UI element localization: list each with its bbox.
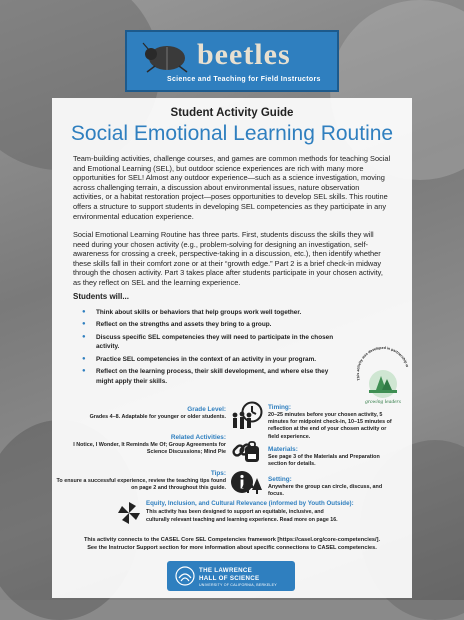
- equity-label: Equity, Inclusion, and Cultural Relevance (informed by Youth Outside):: [146, 500, 354, 507]
- badge-name: growing leaders: [365, 399, 401, 405]
- logo-line-1: THE LAWRENCE: [199, 567, 253, 574]
- materials-label: Materials:: [268, 446, 298, 453]
- tips-text: To ensure a successful experience, review the teaching tips found on page 2 and throughout this guide.: [56, 478, 226, 492]
- equity-text: This activity has been designed to support an equitable, inclusive, and culturally relevant teaching and learning experience. Read more on page 16.: [146, 509, 338, 523]
- intro-paragraph: Team-building activities, challenge courses, and games are common methods for teaching Social and Emotional Learning (SEL), but outdoor science experiences are rich with many more opportunities for SEL! Almost any outdoor experience—such as a science investigation, moving across challenging terrain, a discussion about environmental issues, nature observation activities, or a habitat restoration project—poses opportunities to develop SEL skills. This routine offers a structure to support students in developing SEL competencies as they participate in any environmental education experience.: [73, 154, 391, 221]
- setting-text: Anywhere the group can circle, discuss, and focus.: [268, 484, 383, 498]
- backpack-icon: [240, 440, 264, 464]
- trees-icon: [240, 472, 264, 496]
- list-item: ● Discuss specific SEL competencies they will need to participate in the chosen activity.: [82, 333, 338, 353]
- list-item: ● Think about skills or behaviors that help groups work well together.: [82, 308, 338, 318]
- logo-tagline: Science and Teaching for Field Instructors: [167, 76, 321, 83]
- list-item: ● Practice SEL competencies in the context of an activity in your program.: [82, 355, 338, 365]
- grade-level-text: Grades 4–8. Adaptable for younger or older students.: [89, 414, 226, 420]
- lawrence-hall-icon: [175, 566, 195, 586]
- list-item: ● Reflect on the strengths and assets they bring to a group.: [82, 320, 338, 330]
- logo-line-2: HALL OF SCIENCE: [199, 575, 260, 582]
- page-title: Social Emotional Learning Routine: [70, 122, 394, 145]
- setting-label: Setting:: [268, 476, 292, 483]
- logo-line-3: UNIVERSITY OF CALIFORNIA, BERKELEY: [199, 583, 277, 587]
- equity-pinwheel-icon: [116, 500, 142, 526]
- related-activities-label: Related Activities:: [170, 434, 226, 441]
- casel-note: [0, 536, 464, 552]
- students-will-heading: Students will...: [73, 292, 130, 301]
- tips-label: Tips:: [210, 470, 226, 477]
- beetle-icon: [141, 40, 193, 74]
- beetles-logo: [125, 30, 339, 92]
- related-activities-text: I Notice, I Wonder, It Reminds Me Of; Group Agreements for Science Discussions; Mind Pie: [73, 442, 226, 456]
- materials-text: See page 3 of the Materials and Preparation section for details.: [268, 454, 380, 468]
- logo-wordmark: beetles: [197, 38, 291, 71]
- timing-label: Timing:: [268, 404, 291, 411]
- growing-leaders-badge: [352, 346, 414, 406]
- badge-arc-text: This activity was developed in partnership w: [355, 346, 410, 381]
- grade-level-label: Grade Level:: [187, 406, 226, 413]
- guide-label: Student Activity Guide: [170, 107, 294, 119]
- parts-paragraph: Social Emotional Learning Routine has three parts. First, students discuss the skills they will need during your chosen activity (e.g., problem-solving for designing an investigation, self-awareness for crossing a creek, perspective-taking in a discussion, etc.), then identify whether these skills fall in their comfort zone or at their “growth edge.” Part 2 is a brief check-in midway through the chosen activity. Part 3 takes place after students participate in your chosen activity, as they reflect on SEL and the learning experience.: [73, 230, 383, 287]
- casel-line-2: See the Instructor Support section for more information about specific connections to CASEL competencies.: [87, 545, 377, 551]
- lawrence-hall-logo: [167, 561, 295, 591]
- casel-line-1: This activity connects to the CASEL Core SEL Competencies framework [https://casel.org/core-competencies/].: [83, 537, 381, 543]
- objectives-list: [82, 308, 338, 389]
- timing-text: 20–25 minutes before your chosen activity, 5 minutes for midpoint check-in, 10–15 minutes of reflection at the end of your chosen activity or field experience.: [268, 412, 392, 440]
- clock-icon: [240, 400, 264, 424]
- list-item: ● Reflect on the learning process, their skill development, and where else they might apply their skills.: [82, 367, 338, 387]
